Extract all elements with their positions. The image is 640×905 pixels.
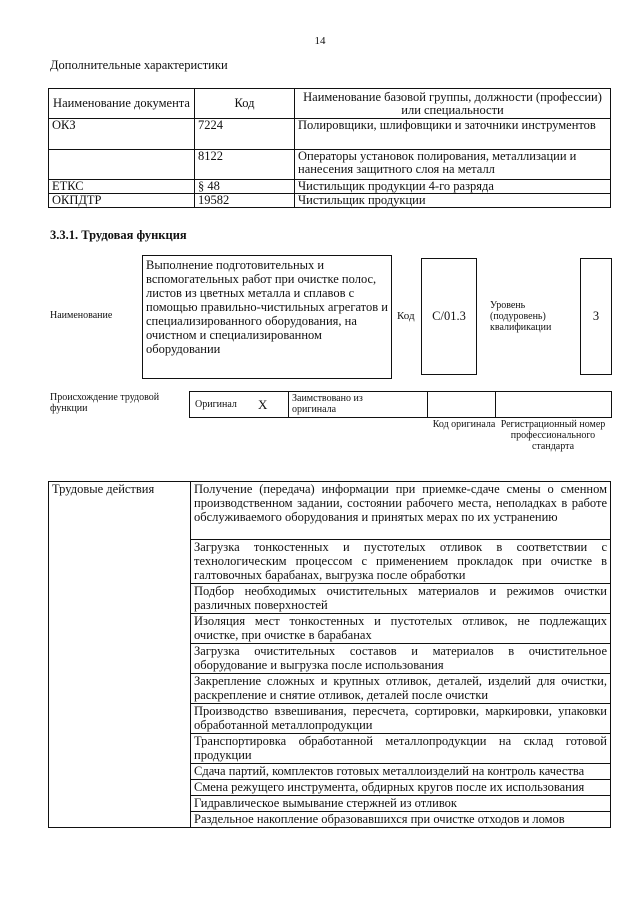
action-item: Сдача партий, комплектов готовых металлоизделий на контроль качества (191, 764, 611, 780)
table-row (49, 119, 611, 150)
code-value: C/01.3 (432, 309, 466, 323)
reg-number-caption: Регистрационный номер профессионального стандарта (500, 419, 606, 452)
origin-row (189, 391, 612, 418)
ref-code: 7224 (195, 119, 295, 150)
table-row (49, 194, 611, 208)
original-label: Оригинал (195, 399, 237, 410)
function-name-label: Наименование (50, 310, 113, 321)
ref-code: 19582 (195, 194, 295, 208)
code-label: Код (397, 310, 415, 322)
function-name-box: Выполнение подготовительных и вспомогательных работ при очистке полос, листов из цветных металла и сплавов с помощью правильно-чистильных агрегатов и специализированного оборудования, на очистном и специализированном оборудовании (142, 255, 392, 379)
page-number: 14 (314, 35, 326, 47)
original-mark: X (258, 397, 268, 412)
divider (288, 392, 289, 417)
labor-actions-table (48, 481, 611, 828)
divider (427, 392, 428, 417)
ref-doc: ОКЗ (49, 119, 195, 150)
level-box (580, 258, 612, 375)
ref-header-name: Наименование базовой группы, должности (профессии) или специальности (295, 89, 611, 119)
action-item: Подбор необходимых очистительных материалов и режимов очистки различных поверхностей (191, 584, 611, 614)
table-row (49, 180, 611, 194)
borrowed-label: Заимствовано из оригинала (292, 393, 363, 415)
level-label: Уровень (подуровень) квалификации (490, 300, 552, 333)
origin-label: Происхождение трудовой функции (50, 392, 160, 414)
ref-doc: ОКПДТР (49, 194, 195, 208)
action-item: Смена режущего инструмента, обдирных кругов после их использования (191, 780, 611, 796)
action-item: Раздельное накопление образовавшихся при очистке отходов и ломов (191, 812, 611, 828)
ref-code: 8122 (195, 150, 295, 180)
labor-actions-label: Трудовые действия (49, 482, 191, 828)
action-item: Гидравлическое вымывание стержней из отливок (191, 796, 611, 812)
action-item: Изоляция мест тонкостенных и пустотелых отливок, не подлежащих очистке, при очистке в барабанах (191, 614, 611, 644)
action-item: Производство взвешивания, пересчета, сортировки, маркировки, упаковки обработанной металлопродукции (191, 704, 611, 734)
ref-name: Полировщики, шлифовщики и заточники инструментов (295, 119, 611, 150)
ref-name: Чистильщик продукции (295, 194, 611, 208)
reference-table (48, 88, 611, 208)
function-heading: 3.3.1. Трудовая функция (50, 228, 187, 242)
action-item: Загрузка тонкостенных и пустотелых отливок в соответствии с технологическим процессом с применением прокладок при очистке в галтовочных барабанах, выгрузка после обработки (191, 540, 611, 584)
action-item: Загрузка очистительных составов и материалов в очистительное оборудование и выгрузка после использования (191, 644, 611, 674)
ref-name: Операторы установок полирования, металлизации и нанесения защитного слоя на металл (295, 150, 611, 180)
table-row (49, 150, 611, 180)
ref-header-code: Код (195, 89, 295, 119)
code-box (421, 258, 477, 375)
divider (495, 392, 496, 417)
ref-name: Чистильщик продукции 4-го разряда (295, 180, 611, 194)
action-item: Закрепление сложных и крупных отливок, деталей, изделий для очистки, раскрепление и снятие отливок, деталей после очистки (191, 674, 611, 704)
ref-doc: ЕТКС (49, 180, 195, 194)
section-title: Дополнительные характеристики (50, 58, 228, 72)
action-item: Транспортировка обработанной металлопродукции на склад готовой продукции (191, 734, 611, 764)
level-value: 3 (592, 309, 600, 323)
code-original-caption: Код оригинала (432, 419, 496, 430)
action-item: Получение (передача) информации при приемке-сдаче смены о сменном производственном задании, состоянии рабочего места, неполадках в работе обслуживаемого оборудования и принятых мерах по их устранению (191, 482, 611, 540)
table-row (49, 482, 611, 540)
ref-code: § 48 (195, 180, 295, 194)
ref-doc (49, 150, 195, 180)
ref-header-doc: Наименование документа (49, 89, 195, 119)
